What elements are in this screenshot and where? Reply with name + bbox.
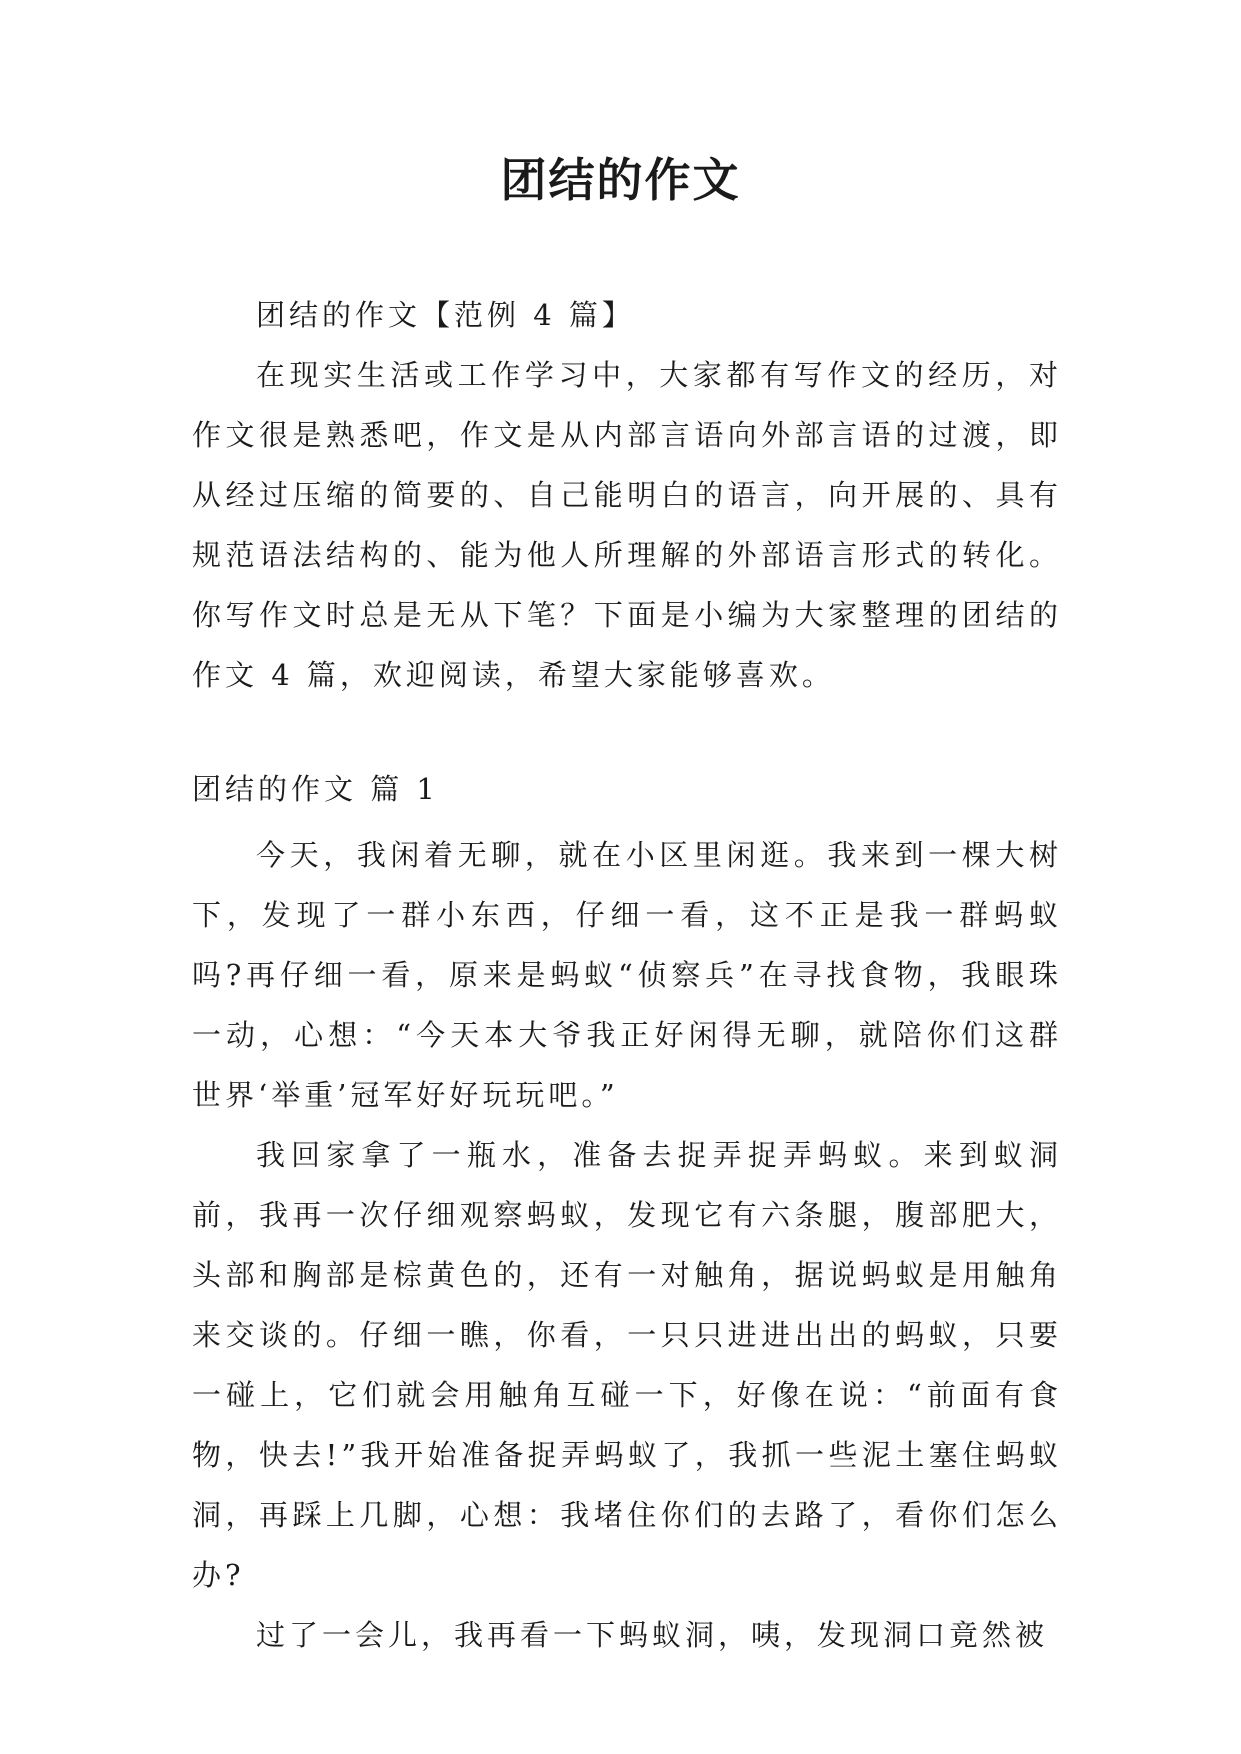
body-paragraph-1: 今天，我闲着无聊，就在小区里闲逛。我来到一棵大树下，发现了一群小东西，仔细一看，这不正是我一群蚂蚁吗?再仔细一看，原来是蚂蚁“侦察兵”在寻找食物，我眼珠一动，心想：“今天本大爷我正好闲得无聊，就陪你们这群世界‘举重’冠军好好玩玩吧。” xyxy=(192,838,1062,1112)
section-heading: 团结的作文 篇 1 xyxy=(192,772,439,806)
body-paragraph-2: 我回家拿了一瓶水，准备去捉弄捉弄蚂蚁。来到蚁洞前，我再一次仔细观察蚂蚁，发现它有六条腿，腹部肥大，头部和胸部是棕黄色的，还有一对触角，据说蚂蚁是用触角来交谈的。仔细一瞧，你看，一只只进进出出的蚂蚁，只要一碰上，它们就会用触角互碰一下，好像在说：“前面有食物，快去!”我开始准备捉弄蚂蚁了，我抓一些泥土塞住蚂蚁洞，再踩上几脚，心想：我堵住你们的去路了，看你们怎么办? xyxy=(192,1138,1062,1592)
body-paragraph-3: 过了一会儿，我再看一下蚂蚁洞，咦，发现洞口竟然被 xyxy=(256,1618,1049,1652)
intro-paragraph: 在现实生活或工作学习中，大家都有写作文的经历，对作文很是熟悉吧，作文是从内部言语向外部言语的过渡，即从经过压缩的简要的、自己能明白的语言，向开展的、具有规范语法结构的、能为他人所理解的外部语言形式的转化。你写作文时总是无从下笔？下面是小编为大家整理的团结的作文 4 篇，欢迎阅读，希望大家能够喜欢。 xyxy=(192,358,1062,692)
document-subtitle: 团结的作文【范例 4 篇】 xyxy=(256,298,635,332)
document-body xyxy=(192,285,1062,1665)
document-title: 团结的作文 xyxy=(500,153,741,207)
